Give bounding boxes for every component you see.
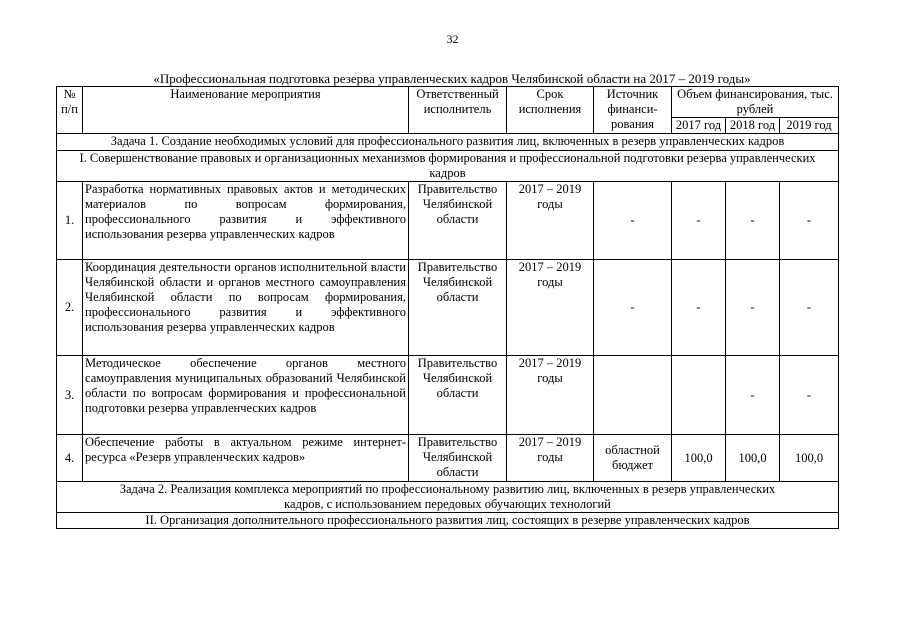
header-num: № п/п xyxy=(57,87,83,134)
row-y2017: 100,0 xyxy=(672,435,726,482)
row-y2019: - xyxy=(780,356,839,435)
row-y2018: 100,0 xyxy=(726,435,780,482)
row-name: Обеспечение работы в актуальном режиме интернет-ресурса «Резерв управленческих кадров» xyxy=(83,435,409,482)
header-name: Наименование мероприятия xyxy=(83,87,409,134)
row-name: Методическое обеспечение органов местного самоуправления муниципальных образований Челябинской области по вопросам формирования и профессиональной подготовки резерва управленческих кадров xyxy=(83,356,409,435)
row-executor: Правительство Челябинской области xyxy=(409,435,507,482)
row-y2019: 100,0 xyxy=(780,435,839,482)
row-term: 2017 – 2019 годы xyxy=(507,435,594,482)
row-executor: Правительство Челябинской области xyxy=(409,356,507,435)
row-y2018: - xyxy=(726,356,780,435)
row-num: 4. xyxy=(57,435,83,482)
table-row xyxy=(57,435,839,482)
section-row xyxy=(57,513,839,529)
row-y2017 xyxy=(672,356,726,435)
task-1-title: Задача 1. Создание необходимых условий для профессионального развития лиц, включенных в резерв управленческих кадров xyxy=(57,134,839,151)
header-executor: Ответственный исполнитель xyxy=(409,87,507,134)
row-term: 2017 – 2019 годы xyxy=(507,182,594,260)
row-y2018: - xyxy=(726,182,780,260)
row-term: 2017 – 2019 годы xyxy=(507,260,594,356)
row-name: Координация деятельности органов исполнительной власти Челябинской области и органов местного самоуправления Челябинской области по вопросам формирования, профессионального развития и эффективного использования резерва управленческих кадров xyxy=(83,260,409,356)
table-row xyxy=(57,182,839,260)
row-source: областной бюджет xyxy=(594,435,672,482)
row-num: 2. xyxy=(57,260,83,356)
row-source: - xyxy=(594,182,672,260)
header-year-2019: 2019 год xyxy=(780,118,839,134)
row-y2018: - xyxy=(726,260,780,356)
page-number: 32 xyxy=(446,32,459,46)
header-year-2018: 2018 год xyxy=(726,118,780,134)
row-y2019: - xyxy=(780,260,839,356)
header-year-2017: 2017 год xyxy=(672,118,726,134)
header-source: Источник финанси-рования xyxy=(594,87,672,134)
task-row xyxy=(57,134,839,151)
header-volume: Объем финансирования, тыс. рублей xyxy=(672,87,839,118)
document-title: «Профессиональная подготовка резерва управленческих кадров Челябинской области на 2017 – 2019 годы» xyxy=(153,71,751,86)
row-num: 1. xyxy=(57,182,83,260)
table-row xyxy=(57,260,839,356)
table-row xyxy=(57,356,839,435)
section-1-title: I. Совершенствование правовых и организационных механизмов формирования и профессиональной подготовки резерва управленческих кадров xyxy=(57,151,839,182)
row-y2017: - xyxy=(672,260,726,356)
activity-plan-table xyxy=(56,86,839,529)
row-y2017: - xyxy=(672,182,726,260)
task-row xyxy=(57,482,839,513)
row-term: 2017 – 2019 годы xyxy=(507,356,594,435)
row-y2019: - xyxy=(780,182,839,260)
section-row xyxy=(57,151,839,182)
row-source: - xyxy=(594,260,672,356)
row-source xyxy=(594,356,672,435)
table-header-row xyxy=(57,87,839,118)
header-term: Срок исполнения xyxy=(507,87,594,134)
section-2-title: II. Организация дополнительного профессионального развития лиц, состоящих в резерве управленческих кадров xyxy=(57,513,839,529)
row-executor: Правительство Челябинской области xyxy=(409,260,507,356)
task-2-title: Задача 2. Реализация комплекса мероприятий по профессиональному развитию лиц, включенных в резерв управленческих кадров, с использованием передовых обучающих технологий xyxy=(57,482,839,513)
row-name: Разработка нормативных правовых актов и методических материалов по вопросам формирования, профессионального развития и эффективного использования резерва управленческих кадров xyxy=(83,182,409,260)
row-num: 3. xyxy=(57,356,83,435)
row-executor: Правительство Челябинской области xyxy=(409,182,507,260)
